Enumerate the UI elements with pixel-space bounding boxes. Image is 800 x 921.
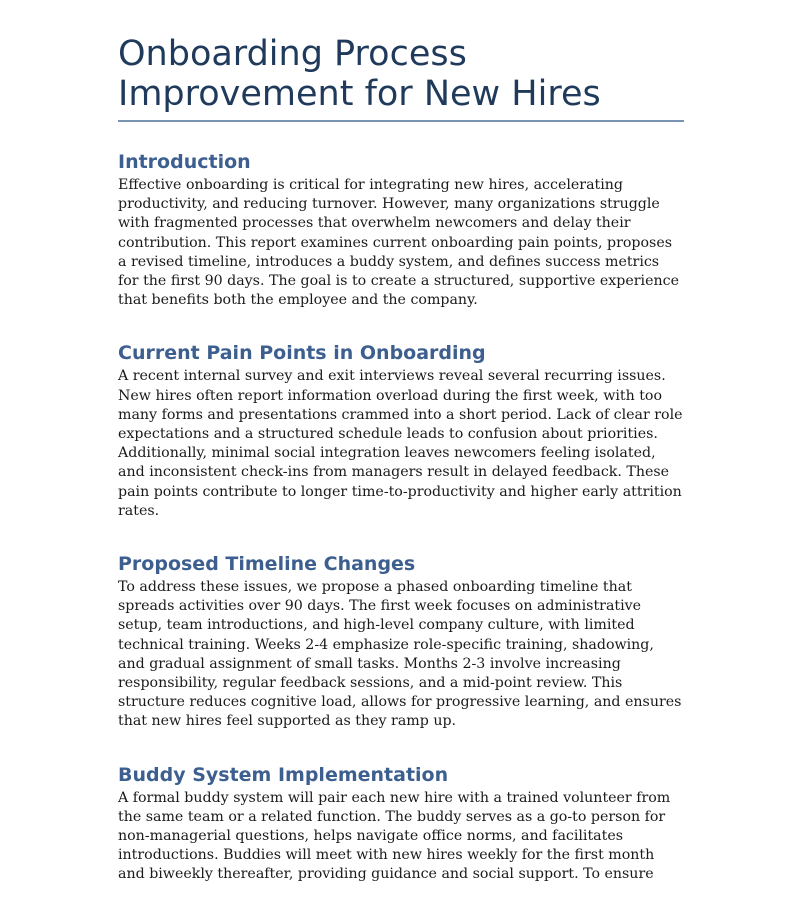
section-paragraph: A formal buddy system will pair each new hire with a trained volunteer from the same team or a related function. The buddy serves as a go-to person for non-managerial questions, helps navigate office norms, and facilitates introductions. Buddies will meet with new hires weekly for the first month and biweekly thereafter, providing guidance and social support. To ensure [118,789,671,883]
section-introduction [118,150,684,310]
document-title-line-1: Onboarding Process [118,34,467,74]
section-current-pain-points [118,341,684,521]
section-paragraph: To address these issues, we propose a phased onboarding timeline that spreads activities over 90 days. The first week focuses on administrative setup, team introductions, and high-level company culture, with limited technical training. Weeks 2-4 emphasize role-specific training, shadowing, and gradual assignment of small tasks. Months 2-3 involve increasing responsibility, regular feedback sessions, and a mid-point review. This structure reduces cognitive load, allows for progressive learning, and ensures that new hires feel supported as they ramp up. [118,579,682,730]
section-heading: Proposed Timeline Changes [118,553,416,576]
title-divider [118,120,684,122]
document-title [118,34,684,120]
section-proposed-timeline [118,552,684,732]
section-buddy-system [118,763,684,885]
document-title-line-2: Improvement for New Hires [118,74,601,114]
section-paragraph: Effective onboarding is critical for integrating new hires, accelerating productivity, and reducing turnover. However, many organizations struggle with fragmented processes that overwhelm newcomers and delay their contribution. This report examines current onboarding pain points, proposes a revised timeline, introduces a buddy system, and defines success metrics for the first 90 days. The goal is to create a structured, supportive experience that benefits both the employee and the company. [118,177,679,309]
section-heading: Buddy System Implementation [118,763,449,786]
section-paragraph: A recent internal survey and exit interviews reveal several recurring issues. New hires often report information overload during the first week, with too many forms and presentations crammed into a short period. Lack of clear role expectations and a structured schedule leads to confusion about priorities. Additionally, minimal social integration leaves newcomers feeling isolated, and inconsistent check-ins from managers result in delayed feedback. These pain points contribute to longer time-to-productivity and higher early attrition rates. [118,368,683,519]
section-heading: Current Pain Points in Onboarding [118,342,486,365]
document-page [118,34,684,916]
section-heading: Introduction [118,151,251,173]
